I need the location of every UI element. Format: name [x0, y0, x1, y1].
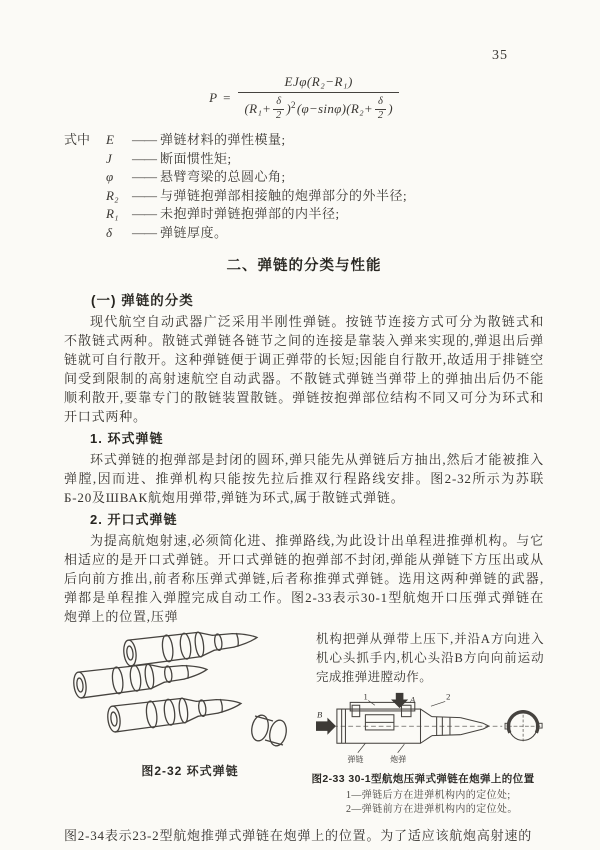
dash: —— — [132, 169, 156, 185]
formula-lhs: P — [209, 89, 218, 105]
subsection-heading: (一) 弹链的分类 — [91, 293, 194, 309]
cartridge-group — [72, 630, 288, 747]
paragraph-open-chain-part1: 为提高航炮射速,必须简化进、推弹路线,为此设计出单程进推弹机构。与它相适应的是开口式弹链。开口式弹链的抱弹部不封闭,弹能从弹链下方压出或从后向前方推出,前者称压弹式弹链,后者称推弹式弹链。选用这两种弹链的武器,弹都是单程推入弹膛完成自动工作。图2-33表示30-1型航炮开口压弹式弹链在炮弹上的位置,压弹 — [64, 533, 544, 625]
mini-frac-num: δ — [375, 96, 386, 110]
symbol-description: 弹链材料的弹性模量; — [160, 132, 286, 148]
symbol: R₂ — [106, 187, 119, 203]
mini-frac-num: δ — [273, 96, 284, 110]
callout-1: 1 — [363, 691, 368, 702]
formula-fraction — [238, 74, 398, 121]
figure-2-33-note1: 1—弹链后方在进弹机构内的定位处; — [346, 790, 511, 802]
dash: —— — [132, 132, 156, 148]
definition-row — [64, 205, 544, 224]
dash: —— — [132, 224, 156, 240]
definition-row — [64, 187, 544, 206]
link-label: 弹链 — [347, 755, 364, 765]
delta-over-2 — [273, 96, 284, 121]
symbol-description: 未抱弹时弹链抱弹部的内半径; — [160, 206, 340, 222]
paragraph-ring-chain: 环式弹链的抱弹部是封闭的圆环,弹只能先从弹链后方抽出,然后才能被推入弹膛,因而进、推弹机构只能按先拉后推双行程路线安排。图2-32所示为苏联Б-20及ШВАК航炮用弹带,弹链为环式,属于散链式弹链。 — [64, 452, 544, 506]
den-exponent: 2 — [291, 99, 296, 110]
paragraph-open-chain-part2: 机构把弹从弹带上压下,并沿A方向进入机心头抓手内,机心头沿B方向向前运动完成推弹进膛动作。 — [316, 632, 544, 685]
symbol: E — [106, 132, 114, 148]
formula-equals: = — [223, 89, 231, 105]
symbol-description: 弹链厚度。 — [160, 224, 228, 240]
figure-2-33-column — [311, 630, 544, 816]
den-part4: ) — [388, 100, 393, 116]
symbol: φ — [106, 169, 114, 185]
definition-row — [64, 224, 544, 243]
symbol-description: 悬臂弯梁的总圆心角; — [160, 169, 286, 185]
symbol-description: 断面惯性矩; — [160, 150, 232, 166]
mini-frac-den: 2 — [377, 109, 384, 121]
definition-row — [64, 131, 544, 150]
shell-label: 炮弹 — [390, 755, 407, 765]
section-heading: 二、弹链的分类与性能 — [226, 258, 382, 275]
mini-frac-den: 2 — [276, 109, 282, 121]
ring-chain-heading: 1. 环式弹链 — [90, 431, 164, 447]
figure-2-33-note2: 2—弹链前方在进弹机构内的定位处。 — [346, 803, 518, 815]
arrow-b-label: B — [316, 709, 323, 720]
dash: —— — [132, 206, 156, 222]
callout-2: 2 — [446, 691, 451, 702]
elasticity-formula — [64, 74, 544, 121]
formula-numerator: EJφ(R₂−R₁) — [284, 74, 353, 89]
den-part3: (φ−sinφ)(R₂+ — [296, 100, 374, 116]
den-part2: ) — [286, 100, 292, 116]
symbol: J — [106, 150, 112, 166]
definition-row — [64, 168, 544, 187]
figures-row — [64, 630, 544, 816]
paragraph-classification: 现代航空自动武器广泛采用半刚性弹链。按链节连接方式可分为散链式和不散链式两种。散链式弹链各链节之间的连接是靠装入弹来实现的,弹退出后弹链就可自行散开。这种弹链便于调正弹带的长短;因能自行散开,故适用于排链空间受到限制的高射速航空自动武器。不散链式弹链当弹带上的弹抽出后仍不能顺利散开,要靠专门的散链装置散链。弹链按抱弹部位结构不同又可分为环式和开口式两种。 — [64, 314, 544, 425]
figure-2-32 — [64, 630, 316, 816]
definitions-lead: 式中 — [64, 132, 91, 148]
definition-row — [64, 150, 544, 169]
den-part1: (R₁+ — [244, 100, 272, 116]
symbol-description: 与弹链抱弹部相接触的炮弹部分的外半径; — [160, 187, 408, 203]
figure-2-33-caption: 图2-33 30-1型航炮压弹式弹链在炮弹上的位置 — [311, 773, 535, 786]
loose-link-rings — [249, 714, 288, 748]
arrow-a-label: A — [410, 694, 416, 705]
paragraph-bottom: 图2-34表示23-2型航炮推弹式弹链在炮弹上的位置。为了适应该航炮高射速的 — [64, 828, 533, 844]
page-number: 35 — [492, 48, 508, 63]
dash: —— — [132, 150, 156, 166]
shell-with-link-diagram — [316, 691, 544, 767]
figure-2-32-caption: 图2-32 环式弹链 — [141, 764, 239, 779]
delta-over-2 — [375, 96, 386, 121]
dash: —— — [132, 187, 156, 203]
symbol-definitions — [64, 131, 544, 242]
figure-2-33-notes — [316, 789, 544, 816]
symbol: R₁ — [106, 206, 119, 222]
ring-belt-cartridges-illustration — [64, 630, 314, 758]
formula-denominator — [238, 92, 398, 121]
open-chain-heading: 2. 开口式弹链 — [90, 512, 178, 528]
symbol: δ — [106, 224, 113, 240]
